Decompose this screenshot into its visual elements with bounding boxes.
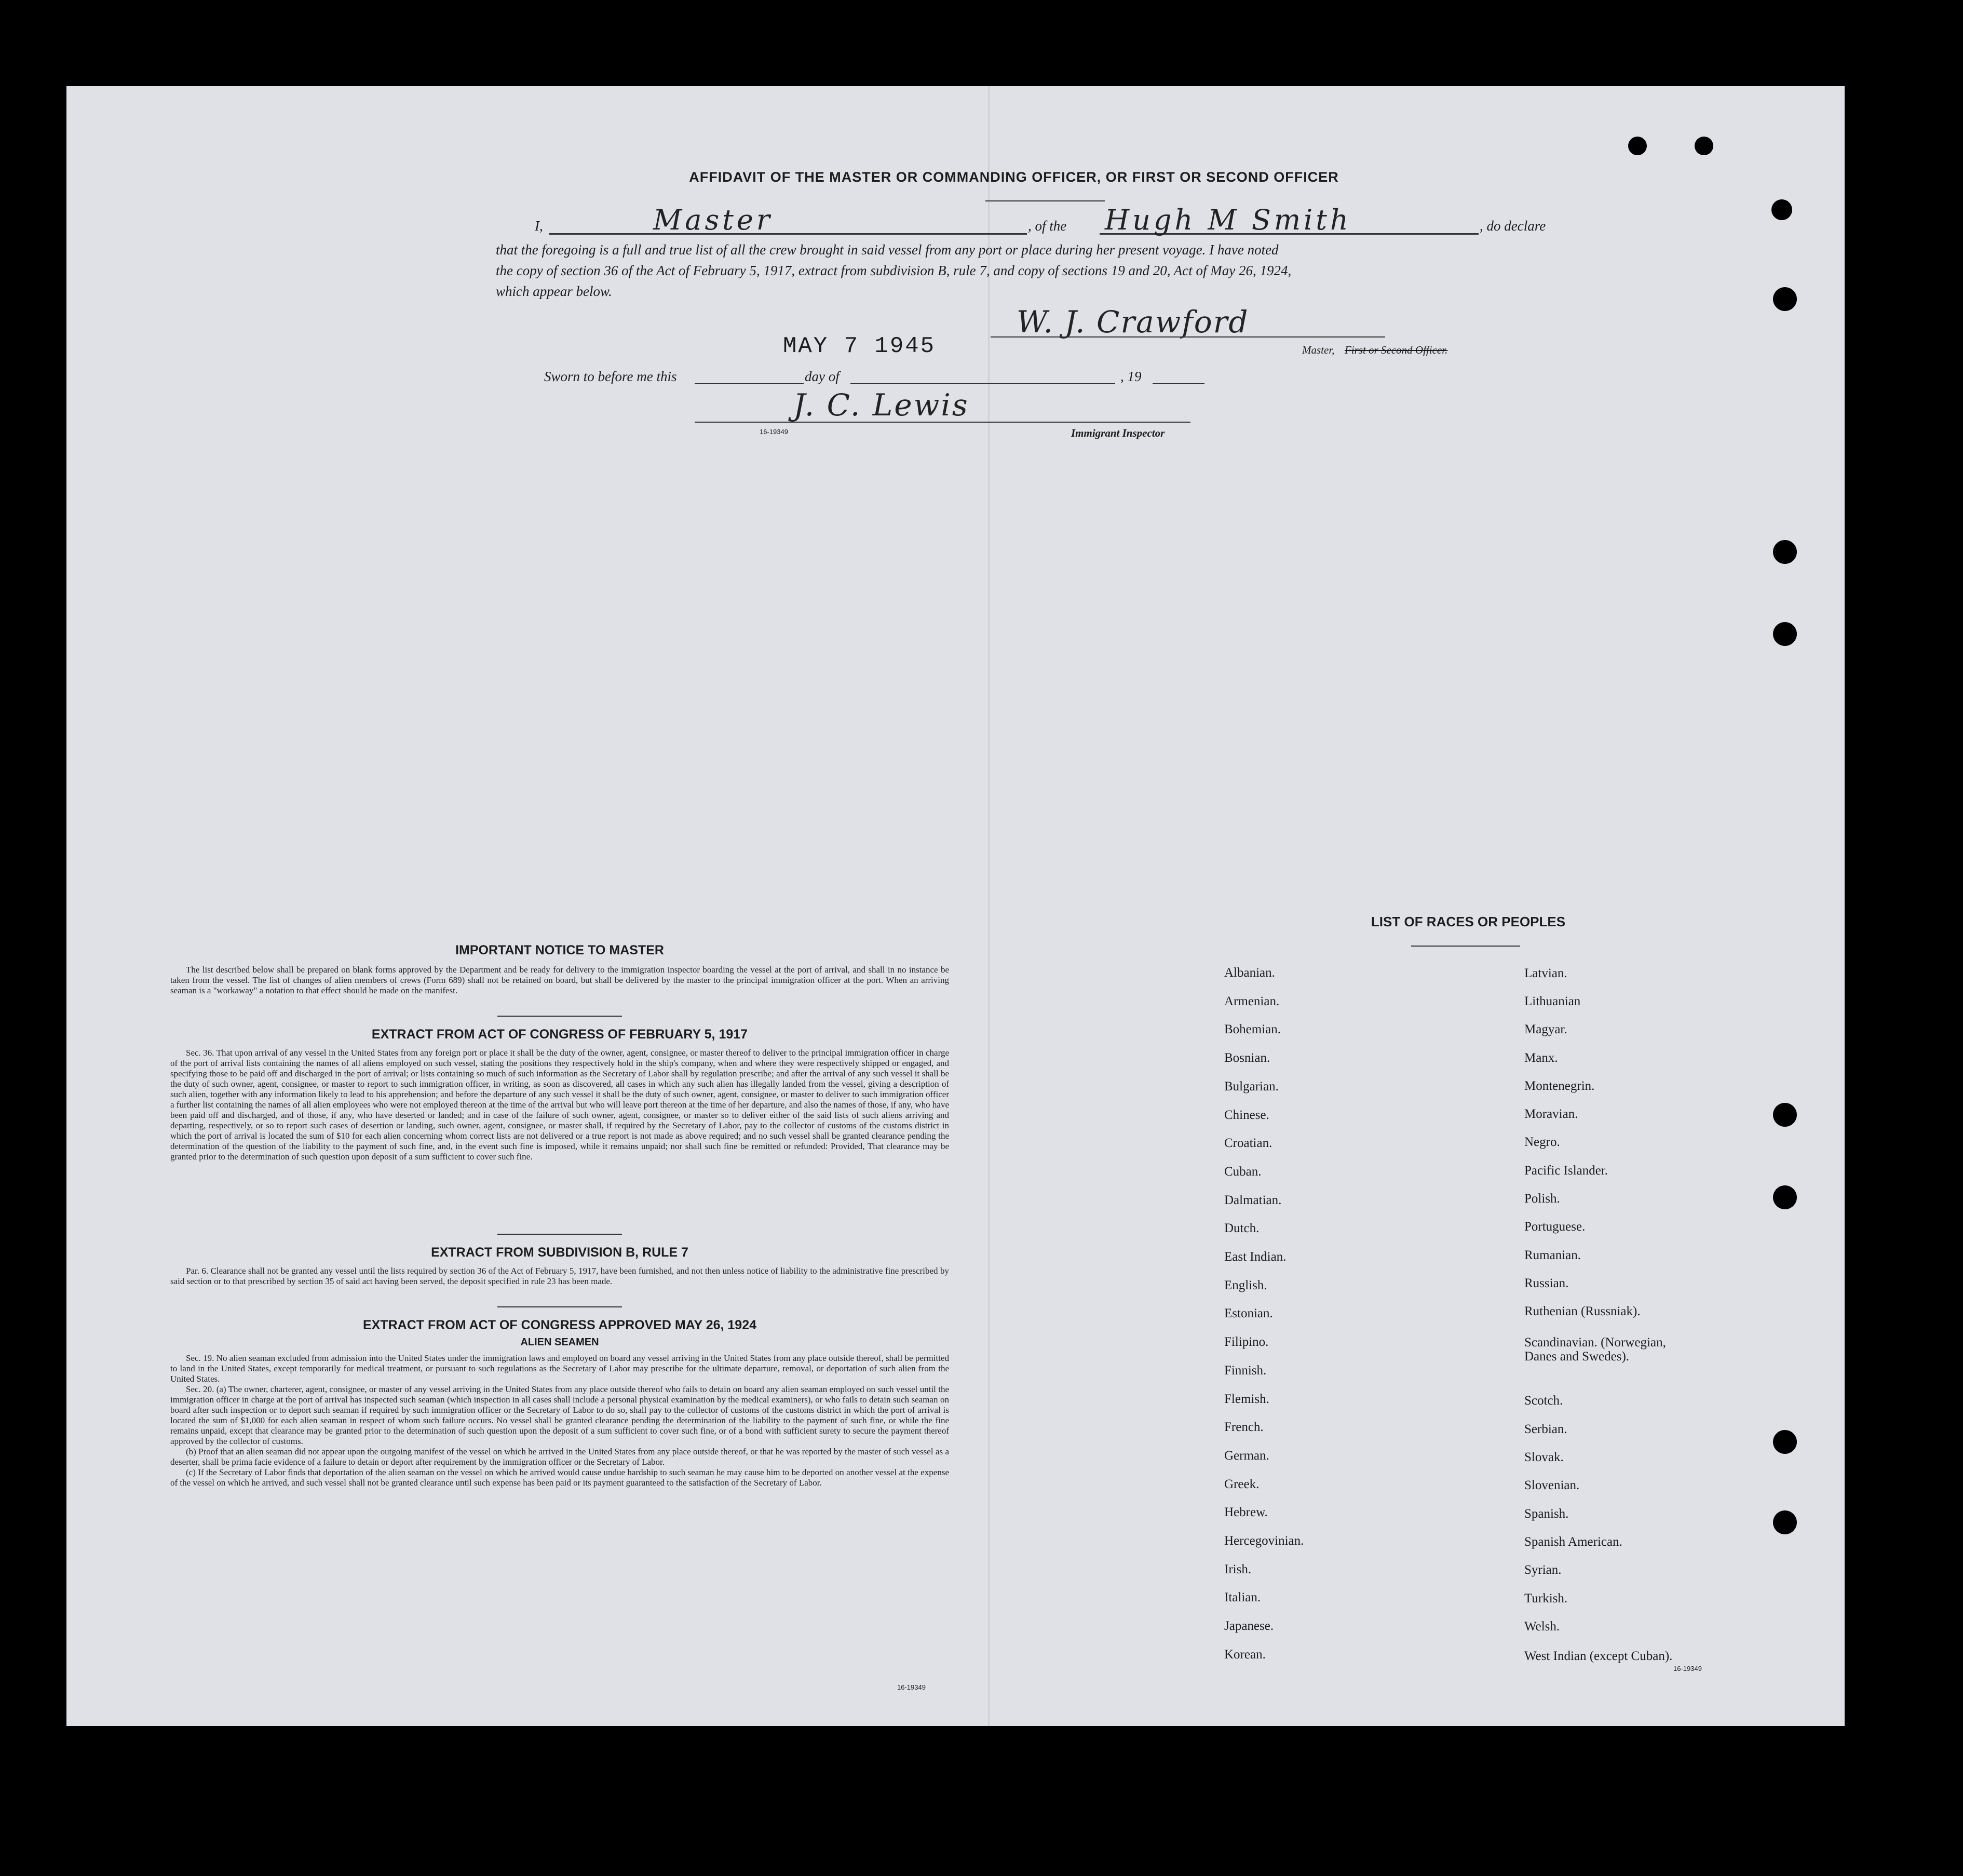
race-item: Scandinavian. (Norwegian, Danes and Swedes). — [1524, 1335, 1666, 1364]
extract1917-text: Sec. 36. That upon arrival of any vessel in the United States from any foreign port or place it shall be the duty of the owner, agent, consignee, or master thereof to deliver to the principal immigration officer in charge of the port of arrival lists containing the names of all aliens employed on such vessel, stating the positions they respectively hold in the ship's company, when and where they were respectively shipped or engaged, and specifying those to be paid off and discharged in the port of arrival; or lists containing so much of such information as the Secretary of Labor shall by regulation prescribe; and after the arrival of any such vessel it shall be the duty of such owner, agent, consignee, or master to report to such immigration officer, in writing, as soon as discovered, all cases in which any such alien has illegally landed from the vessel, giving a description of such alien, together with any information likely to lead to his apprehension; and before the departure of any such vessel it shall be the duty of such owner, agent, consignee, or master to deliver to such immigration officer a further list containing the names of all alien employees who were not employed thereon at the time of the arrival but who will leave port thereon at the time of her departure, and also the names of those, if any, who have been paid off and discharged, and of those, if any, who have deserted or landed; and in case of the failure of such owner, agent, consignee, or master so to deliver either of the said lists of such aliens arriving and departing, respectively, or so to report such cases of desertion or landing, such owner, agent, consignee, or master shall, if required by the Secretary of Labor, pay to the collector of customs of the customs district in which the port of arrival is located the sum of $10 for each alien concerning whom correct lists are not delivered or a true report is not made as above required; and no such vessel shall be granted clearance pending the determination of the question of the liability to the payment of such fine, and, in the event such fine is imposed, while it remains unpaid; nor shall such fine be remitted or refunded: Provided, That clearance may be granted prior to the determination of such question upon deposit of a sum sufficient to cover such fine. — [170, 1048, 949, 1162]
sworn-month-line — [850, 383, 1115, 384]
affidavit-body-line1: that the foregoing is a full and true list of all the crew brought in said vessel from any port or place during her present voyage. I have noted — [496, 242, 1279, 258]
binder-hole — [1773, 1510, 1797, 1534]
race-item: Slovenian. — [1524, 1478, 1580, 1492]
document-page — [66, 86, 1845, 1726]
race-item: Rumanian. — [1524, 1248, 1581, 1262]
race-item: French. — [1224, 1420, 1264, 1435]
race-item: Flemish. — [1224, 1392, 1269, 1406]
binder-hole — [1695, 137, 1713, 155]
race-item: Scotch. — [1524, 1394, 1563, 1408]
race-item: Armenian. — [1224, 994, 1280, 1008]
races-form-number: 16-19349 — [1673, 1665, 1702, 1672]
race-item: Irish. — [1224, 1562, 1252, 1576]
race-item: Finnish. — [1224, 1363, 1267, 1378]
master-signature: W. J. Crawford — [1017, 304, 1249, 340]
title-rule — [985, 200, 1105, 201]
race-item: Manx. — [1524, 1051, 1558, 1065]
officer-line — [549, 233, 1027, 235]
race-item: Moravian. — [1524, 1107, 1578, 1121]
master-label: Master, — [1302, 344, 1335, 356]
race-item: Pacific Islander. — [1524, 1164, 1608, 1178]
binder-hole — [1771, 199, 1792, 220]
race-item: Latvian. — [1524, 966, 1567, 980]
inspector-signature: J. C. Lewis — [793, 387, 969, 423]
race-item: Ruthenian (Russniak). — [1524, 1304, 1641, 1318]
race-item: Hebrew. — [1224, 1505, 1268, 1520]
race-item: Bosnian. — [1224, 1051, 1270, 1065]
master-signature-line — [991, 336, 1385, 338]
rule7-text: Par. 6. Clearance shall not be granted any vessel until the lists required by section 36 of the Act of February 5, 1917, have been furnished, and not then unless notice of liability to the administrative fine prescribed by said section or to that prescribed by section 35 of said act having been served, the deposit specified in rule 23 has been made. — [170, 1266, 949, 1286]
extract1924-text — [170, 1353, 949, 1488]
i-label: I, — [535, 218, 543, 234]
race-item: Spanish American. — [1524, 1535, 1622, 1549]
race-item: Portuguese. — [1524, 1220, 1586, 1234]
sec20a-paragraph: Sec. 20. (a) The owner, charterer, agent, consignee, or master of any vessel arriving in the United States from any place outside thereof who fails to detain on board any alien seaman employed on such vessel until the immigration officer in charge at the port of arrival has inspected such seaman (which inspection in all cases shall include a personal physical examination by the medical examiners), or who fails to detain such seaman on board after such inspection or to deport such seaman if required by such immigration officer or the Secretary of Labor to do so, shall pay to the collector of customs of the customs district in which the port of arrival is located the sum of $1,000 for each alien seaman in respect of whom such failure occurs. No vessel shall be granted clearance pending the determination of the liability to the payment of such fine, or while the fine remains unpaid, except that clearance may be granted prior to the determination of such question upon the deposit of a sum sufficient to cover such fine, or of a bond with sufficient surety to secure the payment thereof approved by the collector of customs. — [170, 1384, 949, 1446]
sec20b-paragraph: (b) Proof that an alien seaman did not appear upon the outgoing manifest of the vessel on which he arrived in the United States from any place outside thereof, or that he was reported by the master of such vessel as a deserter, shall be prima facie evidence of a failure to detain or deport after requirement by the immigration officer or the Secretary of Labor. — [170, 1447, 949, 1467]
race-item: Japanese. — [1224, 1619, 1274, 1634]
vessel-handwritten: Hugh M Smith — [1105, 204, 1351, 236]
day-of-label: day of — [805, 369, 840, 384]
extract1917-title: EXTRACT FROM ACT OF CONGRESS OF FEBRUARY 5, 1917 — [371, 1027, 748, 1042]
binder-hole — [1628, 137, 1647, 155]
race-item: Turkish. — [1524, 1591, 1568, 1605]
notice-text: The list described below shall be prepared on blank forms approved by the Department and be ready for delivery to the immigration inspector boarding the vessel at the port of arrival, and shall in no instance be taken from the vessel. The list of changes of alien members of crews (Form 689) shall not be retained on board, but shall be delivered by the master to the principal immigration officer at the port. When an arriving seaman is a "workaway" a notation to that effect should be made on the manifest. — [170, 965, 949, 995]
race-item: Albanian. — [1224, 966, 1275, 980]
affidavit-body-line2: the copy of section 36 of the Act of February 5, 1917, extract from subdivision B, rule 7, and copy of sections 19 and 20, Act of May 26, 1924, — [496, 263, 1292, 278]
race-item: Lithuanian — [1524, 994, 1581, 1008]
race-item: East Indian. — [1224, 1250, 1287, 1264]
race-item: Polish. — [1524, 1192, 1560, 1206]
race-item: Syrian. — [1524, 1563, 1562, 1577]
of-the-label: , of the — [1028, 218, 1067, 234]
race-item: Negro. — [1524, 1135, 1560, 1149]
race-item: Greek. — [1224, 1477, 1260, 1491]
race-item: English. — [1224, 1278, 1267, 1292]
rule7-title: EXTRACT FROM SUBDIVISION B, RULE 7 — [431, 1245, 688, 1260]
race-item: Croatian. — [1224, 1136, 1272, 1151]
binder-hole — [1773, 287, 1797, 311]
race-item: Bohemian. — [1224, 1022, 1281, 1037]
sworn-label: Sworn to before me this — [544, 369, 677, 384]
sec19-paragraph: Sec. 19. No alien seaman excluded from admission into the United States under the immigration laws and employed on board any vessel arriving in the United States from any place outside thereof, shall be permitted to land in the United States, except temporarily for medical treatment, or pursuant to such regulations as the Secretary of Labor may prescribe for the ultimate departure, removal, or deportation of such alien from the United States. — [170, 1353, 949, 1384]
inspector-label: Immigrant Inspector — [1071, 427, 1165, 439]
year-prefix: , 19 — [1120, 369, 1142, 384]
race-item: Montenegrin. — [1524, 1079, 1595, 1093]
races-rule — [1411, 946, 1520, 947]
race-item: West Indian (except Cuban). — [1524, 1649, 1673, 1663]
race-item: Filipino. — [1224, 1335, 1269, 1349]
race-item: Bulgarian. — [1224, 1079, 1279, 1094]
race-item: Chinese. — [1224, 1108, 1269, 1122]
extract1924-title: EXTRACT FROM ACT OF CONGRESS APPROVED MAY 26, 1924 — [362, 1318, 757, 1332]
affidavit-title: AFFIDAVIT OF THE MASTER OR COMMANDING OFFICER, OR FIRST OR SECOND OFFICER — [689, 169, 1339, 185]
binder-hole — [1773, 540, 1797, 564]
race-item: Magyar. — [1524, 1022, 1567, 1036]
fold-line — [988, 86, 990, 1726]
extract1917-rule — [497, 1234, 622, 1235]
sworn-day-line — [695, 383, 804, 384]
date-stamp: MAY 7 1945 — [783, 333, 936, 359]
affidavit-body-line3: which appear below. — [496, 284, 612, 299]
inspector-signature-line — [695, 422, 1190, 423]
binder-hole — [1773, 1185, 1797, 1209]
race-item: Cuban. — [1224, 1164, 1262, 1179]
race-item: Dutch. — [1224, 1221, 1260, 1236]
sworn-year-line — [1153, 383, 1204, 384]
binder-hole — [1773, 1430, 1797, 1454]
notice-title: IMPORTANT NOTICE TO MASTER — [455, 943, 664, 957]
race-item: Estonian. — [1224, 1306, 1273, 1321]
rule7-rule — [497, 1306, 622, 1307]
extract-form-number: 16-19349 — [897, 1683, 926, 1691]
race-item: Welsh. — [1524, 1619, 1560, 1634]
affidavit-form-number: 16-19349 — [760, 428, 788, 436]
races-title: LIST OF RACES OR PEOPLES — [1371, 914, 1566, 929]
race-item: Dalmatian. — [1224, 1193, 1282, 1207]
race-item: German. — [1224, 1448, 1269, 1463]
race-item: Russian. — [1524, 1276, 1569, 1290]
do-declare: , do declare — [1480, 218, 1546, 234]
notice-rule — [497, 1016, 622, 1017]
race-item: Italian. — [1224, 1590, 1261, 1605]
officer-handwritten: Master — [653, 204, 773, 236]
race-item: Serbian. — [1524, 1422, 1567, 1436]
sec20c-paragraph: (c) If the Secretary of Labor finds that deportation of the alien seaman on the vessel on which he arrived would cause undue hardship to such seaman he may cause him to be deported on another vessel at the expense of the vessel on which he arrived, and such vessel shall not be granted clearance until such expense has been paid or its payment guaranteed to the satisfaction of the Secretary of Labor. — [170, 1467, 949, 1488]
race-item: Hercegovinian. — [1224, 1534, 1304, 1548]
struck-officer-label: First or Second Officer. — [1345, 344, 1448, 356]
extract1924-subtitle: ALIEN SEAMEN — [520, 1337, 599, 1348]
binder-hole — [1773, 622, 1797, 646]
race-item: Slovak. — [1524, 1450, 1564, 1464]
race-item: Korean. — [1224, 1647, 1266, 1662]
binder-hole — [1773, 1103, 1797, 1127]
race-item: Spanish. — [1524, 1507, 1569, 1521]
